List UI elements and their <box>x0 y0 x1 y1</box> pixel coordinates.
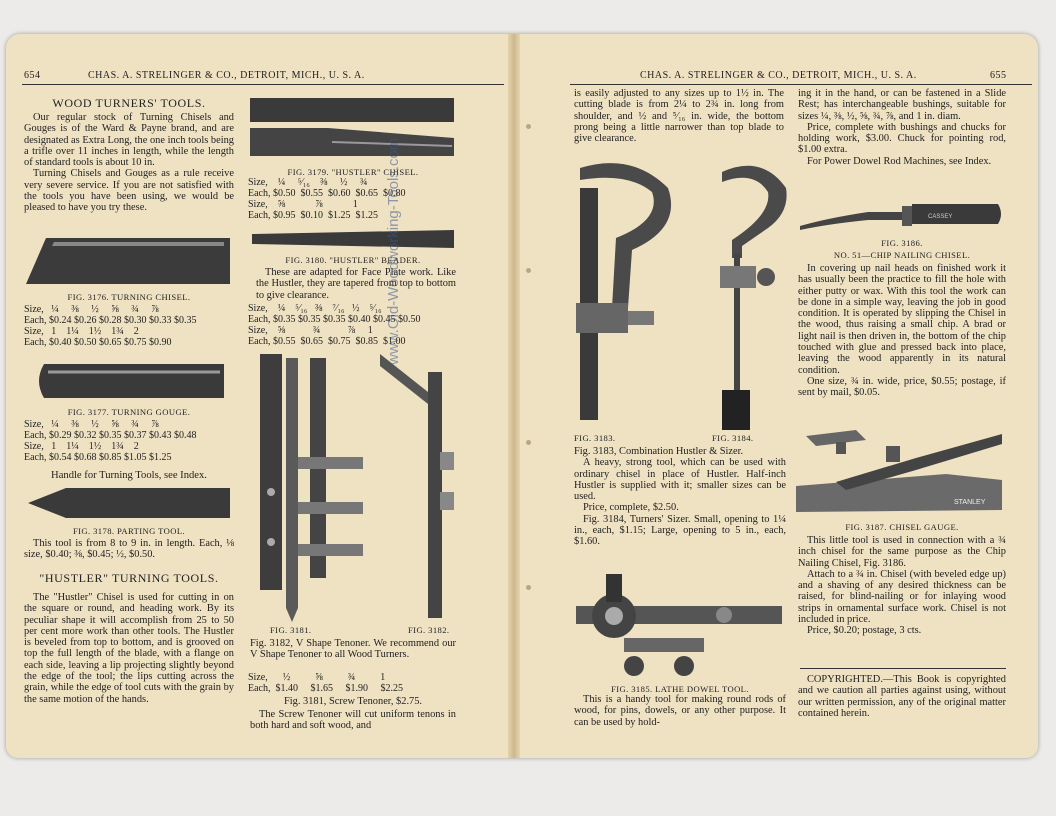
chip-nailing-text: In covering up nail heads on finished work it has usually been the practice to fill the hole with either putty or wax. With this tool the work can be done in a simple way, leaving the job in good condition. It is operated by slipping the Chisel in the wood, thus raising a small chip. A brad or light nail is then driven in, the bottom of the chip touched with glue and pressed back into place, leaving the wood apparently in its natural condition. One size, ¾ in. wide, price, $0.55; postage, if sent by mail, $0.05. <box>798 263 1006 399</box>
hustler-heading: "HUSTLER" TURNING TOOLS. <box>39 571 219 585</box>
book-spine <box>508 34 520 758</box>
watermark-text: www.Old-Woodworking-Tools.com <box>385 137 402 365</box>
hustler-chisel-illustration <box>248 96 456 160</box>
left-page-number: 654 <box>24 70 41 81</box>
parting-tool-illustration <box>26 486 232 520</box>
fig-3180-caption: FIG. 3180. "HUSTLER" BEADER. <box>285 255 421 265</box>
chisel-gauge-text: This little tool is used in connection with a ¾ inch chisel for the same purpose as the Chip Nailing Chisel, Fig. 3186. Attach to a ¾ in. Chisel (with beveled edge up) and a shaving of any desired thickness can be raised, for blind-nailing or for inlaying wood strips in ornamental surface work. Chisel is not included in price. Price, $0.20; postage, 3 cts. <box>798 535 1006 637</box>
binding-hole <box>526 440 531 445</box>
hustler-beader-illustration <box>250 228 456 250</box>
turning-gouge-illustration <box>34 362 226 400</box>
fig-3178-caption: FIG. 3178. PARTING TOOL. <box>72 526 186 536</box>
parting-tool-text: This tool is from 8 to 9 in. in length. Each, ⅛ size, $0.40; ⅜, $0.45; ½, $0.50. <box>24 538 234 561</box>
dowel-tool-text: This is a handy tool for making round rods of wood, for pins, dowels, or any other purpose. It can be used by hold- <box>574 694 786 728</box>
combination-hustler-text: Fig. 3183, Combination Hustler & Sizer. A heavy, strong tool, which can be used with ordinary chisel in place of Hustler. Half-inch Hustler is supplied with it; smaller sizes can be used. Price, complete, $2.50. Fig. 3184, Turners' Sizer. Small, opening to 1¼ in., each, $1.15; Large, opening to 5 in., each, $1.60. <box>574 446 786 548</box>
fig-3179-caption: FIG. 3179. "HUSTLER" CHISEL. <box>287 167 419 177</box>
copyright-notice: COPYRIGHTED.—This Book is copyrighted and we caution all parties against using, without our written permission, any of the original matter contained herein. <box>798 674 1006 719</box>
turning-chisel-illustration <box>24 236 232 286</box>
dowel-continued: ing it in the hand, or can be fastened in a Slide Rest; has interchangeable bushings, suitable for sizes ¼, ⅜, ½, ⅝, ¾, ⅞, and 1 in. diam. Price, complete with bushings and chucks for holding work, $3.00. Chuck for pointing rod, $1.00 extra. For Power Dowel Rod Machines, see Index. <box>798 88 1006 167</box>
fig-3179-prices: Size, ¼ ⁵⁄₁₆ ⅜ ½ ¾ Each, $0.50 $0.55 $0.60 $0.65 $0.80 Size, ⅝ ⅞ 1 Each, $0.95 $0.10 $1.25 $1.25 <box>248 177 406 221</box>
fig-3176-caption: FIG. 3176. TURNING CHISEL. <box>67 292 191 302</box>
binding-hole <box>526 585 531 590</box>
fig-3185-caption: FIG. 3185. LATHE DOWEL TOOL. <box>611 684 749 694</box>
fig-3186-title: NO. 51—CHIP NAILING CHISEL. <box>833 250 971 260</box>
header-rule <box>22 84 504 85</box>
screw-tenoner-text: The Screw Tenoner will cut uniform tenons in both hard and soft wood, and <box>250 709 456 732</box>
fig-3180-prices: Size, ¼ ⁵⁄₁₆ ⅜ ⁷⁄₁₆ ½ ⁵⁄₁₆ Each, $0.35 $0.35 $0.35 $0.40 $0.45 $0.50 Size, ⅝ ¾ ⅞ 1 Each, $0.55 $0.65 $0.75 $0.85 $1.00 <box>248 303 421 347</box>
fig-3182-prices: Size, ½ ⅝ ¾ 1 Each, $1.40 $1.65 $1.90 $2.25 <box>248 672 403 694</box>
fig-3177-caption: FIG. 3177. TURNING GOUGE. <box>67 407 191 417</box>
hustler-description: The "Hustler" Chisel is used for cutting in on the square or round, and heading work. By its peculiar shape it will accomplish from 25 to 50 per cent more work than other tools. The Hustler is beveled from top to bottom, and is grooved on top the full length of the blade, with a flange on each side, leaving a lip projecting slightly beyond the edge of the tool; the lips cutting across the grain, while the edge of tool cuts with the grain by the same motion of the hands. <box>24 592 234 705</box>
fig-3176-prices: Size, ¼ ⅜ ½ ⅝ ¾ ⅞ Each, $0.24 $0.26 $0.28 $0.30 $0.33 $0.35 Size, 1 1¼ 1½ 1¾ 2 Each, $0.40 $0.50 $0.65 $0.75 $0.90 <box>24 304 197 348</box>
fig-3187-caption: FIG. 3187. CHISEL GAUGE. <box>845 522 959 532</box>
fig-3183-label: FIG. 3183. <box>574 433 616 443</box>
fig-3177-prices: Size, ¼ ⅜ ½ ⅝ ¾ ⅞ Each, $0.29 $0.32 $0.35 $0.37 $0.43 $0.48 Size, 1 1¼ 1½ 1¾ 2 Each, $0.54 $0.68 $0.85 $1.05 $1.25 <box>24 419 197 463</box>
stanley-brand: STANLEY <box>954 499 986 506</box>
header-rule <box>570 84 1032 85</box>
fig-3182-label: FIG. 3182. <box>408 625 450 635</box>
section-heading: WOOD TURNERS' TOOLS. <box>52 96 206 110</box>
intro-paragraph: Our regular stock of Turning Chisels and Gouges is of the Ward & Payne brand, and are designated as Extra Long, the one inch tools being a trifle over 11 inches in length, while the length of standard tools is about 10 in. Turning Chisels and Gouges as a rule receive very severe service. If you are not satisfied with the tools you have been using, we would be pleased to have you try these. <box>24 112 234 214</box>
chisel-brand-stamp: CASSEY <box>928 214 953 220</box>
right-page-number: 655 <box>990 70 1007 81</box>
fig-3184-label: FIG. 3184. <box>712 433 754 443</box>
tenoner-illustration <box>250 352 460 624</box>
handle-note: Handle for Turning Tools, see Index. <box>51 470 207 481</box>
v-tenoner-text: Fig. 3182, V Shape Tenoner. We recommend our V Shape Tenoner to all Wood Turners. <box>250 638 456 661</box>
binding-hole <box>526 124 531 129</box>
right-running-head: CHAS. A. STRELINGER & CO., DETROIT, MICH., U. S. A. <box>640 70 917 81</box>
copyright-rule <box>800 668 1006 669</box>
left-running-head: CHAS. A. STRELINGER & CO., DETROIT, MICH., U. S. A. <box>88 70 365 81</box>
screw-tenoner-price: Fig. 3181, Screw Tenoner, $2.75. <box>283 696 423 707</box>
lathe-dowel-tool-illustration <box>574 566 784 678</box>
chip-nailing-chisel-illustration <box>798 196 1006 236</box>
chisel-gauge-illustration <box>796 424 1006 518</box>
hustler-sizer-illustration <box>572 158 790 430</box>
binding-hole <box>526 268 531 273</box>
fig-3186-label: FIG. 3186. <box>881 238 923 248</box>
continued-text: is easily adjusted to any sizes up to 1½ in. The cutting blade is from 2¼ to 2¾ in. long from shoulder, and ½ and ⁵⁄₁₆ in. wide, the bottom prong being a little narrower than top blade to give clearance. <box>574 88 784 145</box>
fig-3181-label: FIG. 3181. <box>270 625 312 635</box>
beader-text: These are adapted for Face Plate work. Like the Hustler, they are tapered from top to bottom to give clearance. <box>256 267 456 301</box>
